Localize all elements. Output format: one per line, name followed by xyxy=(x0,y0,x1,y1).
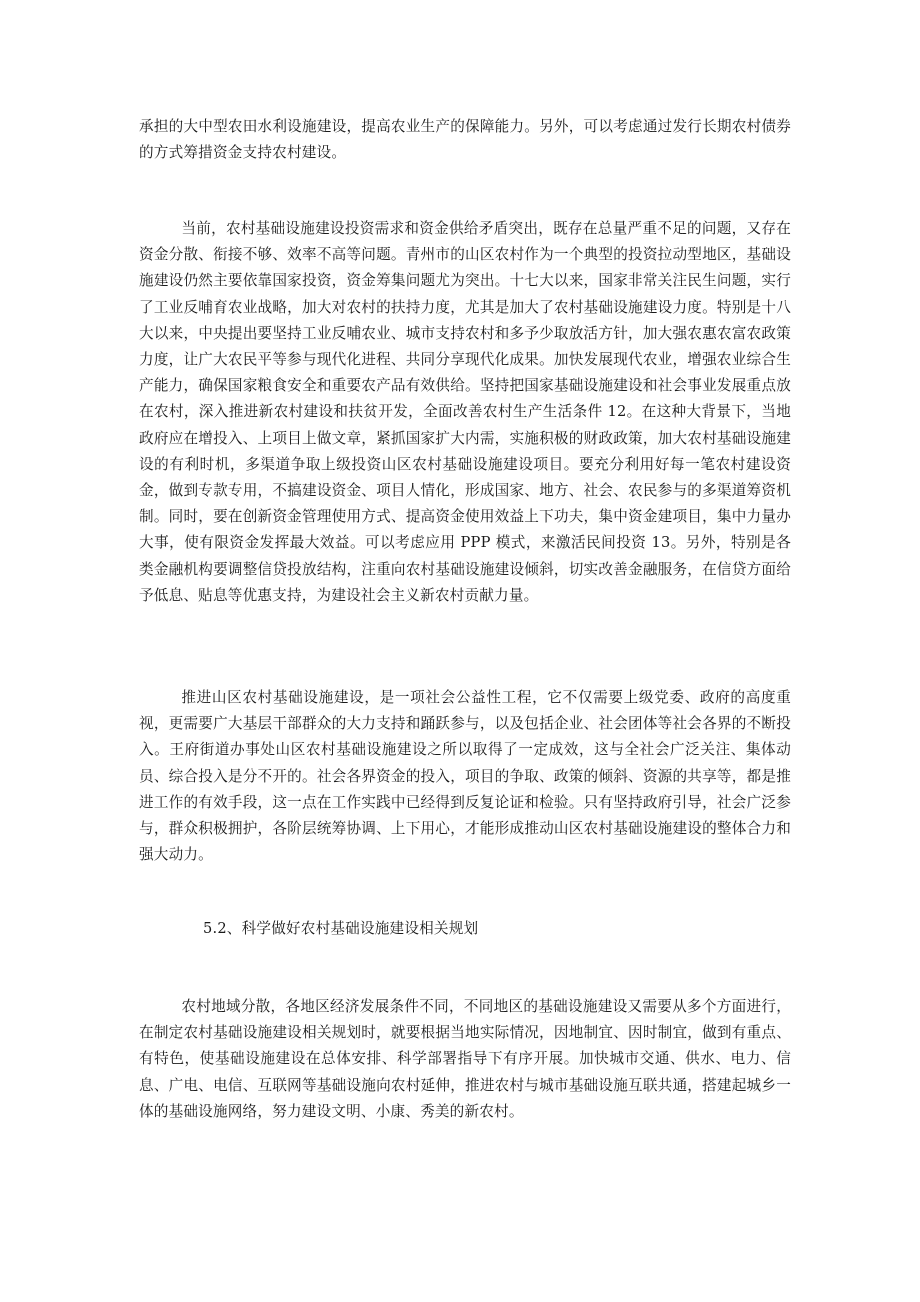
paragraph-funding: 当前，农村基础设施建设投资需求和资金供给矛盾突出，既存在总量严重不足的问题，又存在资金分散、衔接不够、效率不高等问题。青州市的山区农村作为一个典型的投资拉动型地区，基础设施建设仍然主要依靠国家投资，资金筹集问题尤为突出。十七大以来，国家非常关注民生问题，实行了工业反哺育农业战略，加大对农村的扶持力度，尤其是加大了农村基础设施建设力度。特别是十八大以来，中央提出要坚持工业反哺农业、城市支持农村和多予少取放活方针，加大强农惠农富农政策力度，让广大农民平等参与现代化进程、共同分享现代化成果。加快发展现代农业，增强农业综合生产能力，确保国家粮食安全和重要农产品有效供给。坚持把国家基础设施建设和社会事业发展重点放在农村，深入推进新农村建设和扶贫开发，全面改善农村生产生活条件 12。在这种大背景下，当地政府应在增投入、上项目上做文章，紧抓国家扩大内需，实施积极的财政政策，加大农村基础设施建设的有利时机，多渠道争取上级投资山区农村基础设施建设项目。要充分利用好每一笔农村建设资金，做到专款专用，不搞建设资金、项目人情化，形成国家、地方、社会、农民参与的多渠道筹资机制。同时，要在创新资金管理使用方式、提高资金使用效益上下功夫，集中资金建项目，集中力量办大事，使有限资金发挥最大效益。可以考虑应用 PPP 模式，来激活民间投资 13。另外，特别是各类金融机构要调整信贷投放结构，注重向农村基础设施建设倾斜，切实改善金融服务，在信贷方面给予低息、贴息等优惠支持，为建设社会主义新农村贡献力量。 xyxy=(139,220,791,604)
paragraph-social-participation: 推进山区农村基础设施建设，是一项社会公益性工程，它不仅需要上级党委、政府的高度重视，更需要广大基层干部群众的大力支持和踊跃参与，以及包括企业、社会团体等社会各界的不断投入。王府街道办事处山区农村基础设施建设之所以取得了一定成效，这与全社会广泛关注、集体动员、综合投入是分不开的。社会各界资金的投入，项目的争取、政策的倾斜、资源的共享等，都是推进工作的有效手段，这一点在工作实践中已经得到反复论证和检验。只有坚持政府引导，社会广泛参与，群众积极拥护，各阶层统筹协调、上下用心，才能形成推动山区农村基础设施建设的整体合力和强大动力。 xyxy=(139,689,791,864)
paragraph-planning: 农村地域分散，各地区经济发展条件不同，不同地区的基础设施建设又需要从多个方面进行，在制定农村基础设施建设相关规划时，就要根据当地实际情况，因地制宜、因时制宜，做到有重点、有特色，使基础设施建设在总体安排、科学部署指导下有序开展。加快城市交通、供水、电力、信息、广电、电信、互联网等基础设施向农村延伸，推进农村与城市基础设施互联共通，搭建起城乡一体的基础设施网络，努力建设文明、小康、秀美的新农村。 xyxy=(139,998,791,1120)
paragraph-continuation: 承担的大中型农田水利设施建设，提高农业生产的保障能力。另外，可以考虑通过发行长期农村债券的方式筹措资金支持农村建设。 xyxy=(139,118,791,162)
section-heading: 5.2、科学做好农村基础设施建设相关规划 xyxy=(203,920,479,937)
